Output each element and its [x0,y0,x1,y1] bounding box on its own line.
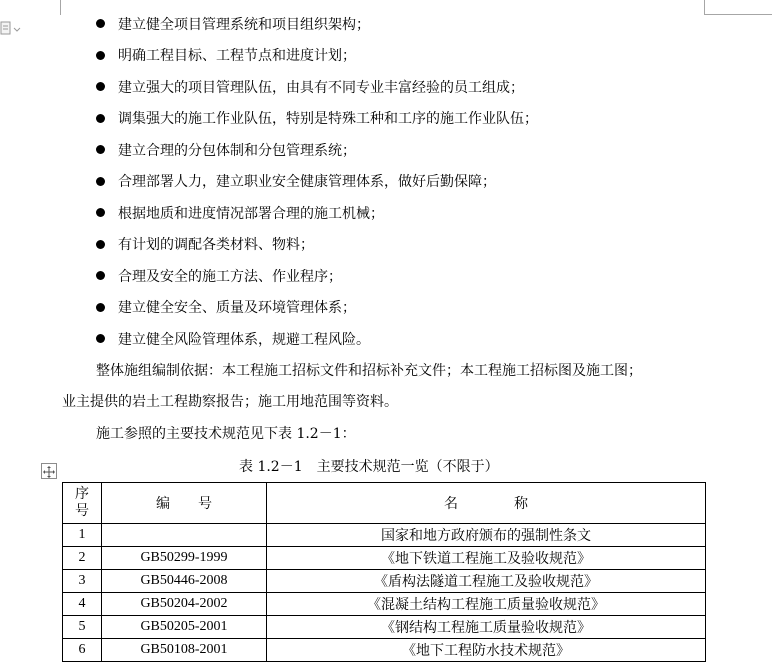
header-name: 名 称 [267,483,706,524]
document-icon[interactable] [0,20,22,38]
table-row [63,639,706,662]
list-item [96,292,538,324]
header-seq-line2: 号 [75,503,89,519]
cell-name: 《地下铁道工程施工及验收规范》 [267,547,706,570]
cell-seq: 2 [63,547,102,570]
list-item [96,197,538,229]
table-row [63,524,706,547]
crop-mark-right [704,0,705,15]
cell-name: 《地下工程防水技术规范》 [267,639,706,662]
list-item-text: 明确工程目标、工程节点和进度计划； [118,48,356,65]
bullet-list [96,8,538,355]
bullet-dot-icon [96,177,105,186]
list-item-text: 建立强大的项目管理队伍，由具有不同专业丰富经验的员工组成； [118,79,524,96]
cell-code: GB50205-2001 [102,616,267,639]
list-item-text: 有计划的调配各类材料、物料； [118,237,314,254]
table-row [63,593,706,616]
header-code: 编 号 [102,483,267,524]
list-item-text: 合理部署人力，建立职业安全健康管理体系，做好后勤保障； [118,174,496,191]
bullet-dot-icon [96,208,105,217]
bullet-dot-icon [96,303,105,312]
table-row [63,616,706,639]
cell-name: 《钢结构工程施工质量验收规范》 [267,616,706,639]
list-item-text: 调集强大的施工作业队伍，特别是特殊工种和工序的施工作业队伍； [118,111,538,128]
list-item-text: 建立健全安全、质量及环境管理体系； [118,300,356,317]
cell-seq: 1 [63,524,102,547]
bullet-dot-icon [96,334,105,343]
crop-mark-right-horizontal [704,14,772,15]
list-item-text: 根据地质和进度情况部署合理的施工机械； [118,205,384,222]
cell-name: 《混凝土结构工程施工质量验收规范》 [267,593,706,616]
bullet-dot-icon [96,51,105,60]
list-item [96,103,538,135]
cell-seq: 6 [63,639,102,662]
list-item [96,166,538,198]
header-seq-line1: 序 [75,486,89,502]
bullet-dot-icon [96,114,105,123]
list-item [96,8,538,40]
list-item [96,71,538,103]
cell-seq: 5 [63,616,102,639]
header-seq [63,483,102,524]
paragraph-basis-line1: 整体施组编制依据：本工程施工招标文件和招标补充文件；本工程施工招标图及施工图； [96,363,642,379]
move-handle-icon[interactable] [41,463,57,479]
table-row [63,570,706,593]
cell-code: GB50299-1999 [102,547,267,570]
bullet-dot-icon [96,145,105,154]
list-item-text: 合理及安全的施工方法、作业程序； [118,268,342,285]
cell-code: GB50204-2002 [102,593,267,616]
list-item [96,260,538,292]
cell-code [102,524,267,547]
bullet-dot-icon [96,19,105,28]
bullet-dot-icon [96,240,105,249]
cell-name: 《盾构法隧道工程施工及验收规范》 [267,570,706,593]
table-header-row [63,483,706,524]
list-item [96,323,538,355]
list-item [96,229,538,261]
cell-code: GB50446-2008 [102,570,267,593]
paragraph-spec-intro: 施工参照的主要技术规范见下表 1.2－1： [96,426,356,442]
crop-mark-left [60,0,61,15]
cell-code: GB50108-2001 [102,639,267,662]
list-item-text: 建立健全项目管理系统和项目组织架构； [118,16,370,33]
cell-seq: 4 [63,593,102,616]
bullet-dot-icon [96,82,105,91]
cell-name: 国家和地方政府颁布的强制性条文 [267,524,706,547]
list-item-text: 建立健全风险管理体系，规避工程风险。 [118,331,370,348]
bullet-dot-icon [96,271,105,280]
list-item [96,134,538,166]
paragraph-basis-line2: 业主提供的岩土工程勘察报告；施工用地范围等资料。 [62,394,398,410]
table-row [63,547,706,570]
list-item [96,40,538,72]
table-caption: 表 1.2－1 主要技术规范一览（不限于） [239,459,499,475]
cell-seq: 3 [63,570,102,593]
list-item-text: 建立合理的分包体制和分包管理系统； [118,142,356,159]
spec-table [62,482,706,662]
